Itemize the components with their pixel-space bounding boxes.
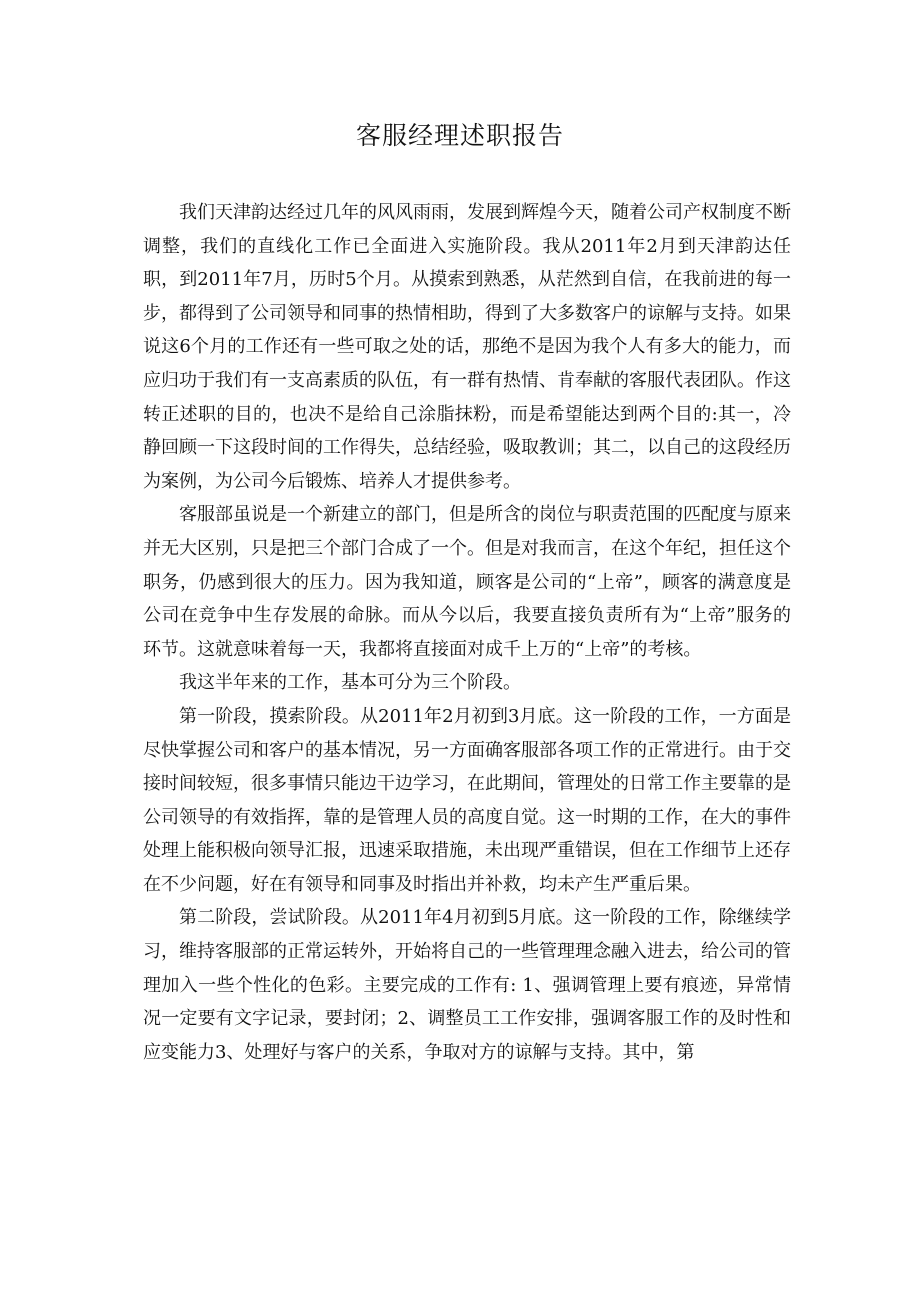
paragraph-overview: 我这半年来的工作，基本可分为三个阶段。 (179, 672, 521, 694)
paragraph-stage-one: 第一阶段，摸索阶段。从2011年2月初到3月底。这一阶段的工作，一方面是尽快掌握公司和客户的基本情况，另一方面确客服部各项工作的正常进行。由于交接时间较短，很多事情只能边干边学习，在此期间，管理处的日常工作主要靠的是公司领导的有效指挥，靠的是管理人员的高度自觉。这一时期的工作，在大的事件处理上能积极向领导汇报，迅速采取措施，未出现严重错误，但在工作细节上还存在不少问题，好在有领导和同事及时指出并补救，均未产生严重后果。 (143, 705, 791, 895)
document-title: 客服经理述职报告 (355, 121, 564, 150)
paragraph-department: 客服部虽说是一个新建立的部门，但是所含的岗位与职责范围的匹配度与原来并无大区别，只是把三个部门合成了一个。但是对我而言，在这个年纪，担任这个职务，仍感到很大的压力。因为我知道，顾客是公司的“上帝”，顾客的满意度是公司在竞争中生存发展的命脉。而从今以后，我要直接负责所有为“上帝”服务的环节。这就意味着每一天，我都将直接面对成千上万的“上帝”的考核。 (143, 504, 791, 660)
paragraph-intro: 我们天津韵达经过几年的风风雨雨，发展到辉煌今天，随着公司产权制度不断调整，我们的直线化工作已全面进入实施阶段。我从2011年2月到天津韵达任职，到2011年7月，历时5个月。从摸索到熟悉，从茫然到自信，在我前进的每一步，都得到了公司领导和同事的热情相助，得到了大多数客户的谅解与支持。如果说这6个月的工作还有一些可取之处的话，那绝不是因为我个人有多大的能力，而应归功于我们有一支高素质的队伍，有一群有热情、肯奉献的客服代表团队。作这转正述职的目的，也决不是给自己涂脂抹粉，而是希望能达到两个目的:其一，冷静回顾一下这段时间的工作得失，总结经验，吸取教训；其二，以自己的这段经历为案例，为公司今后锻炼、培养人才提供参考。 (143, 202, 791, 492)
paragraph-stage-two: 第二阶段，尝试阶段。从2011年4月初到5月底。这一阶段的工作，除继续学习，维持客服部的正常运转外，开始将自己的一些管理理念融入进去，给公司的管理加入一些个性化的色彩。主要完成的工作有: 1、强调管理上要有痕迹，异常情况一定要有文字记录，要封闭；2、调整员工工作安排，强调客服工作的及时性和应变能力3、处理好与客户的关系，争取对方的谅解与支持。其中，第 (143, 907, 791, 1063)
document-body (143, 196, 791, 1069)
